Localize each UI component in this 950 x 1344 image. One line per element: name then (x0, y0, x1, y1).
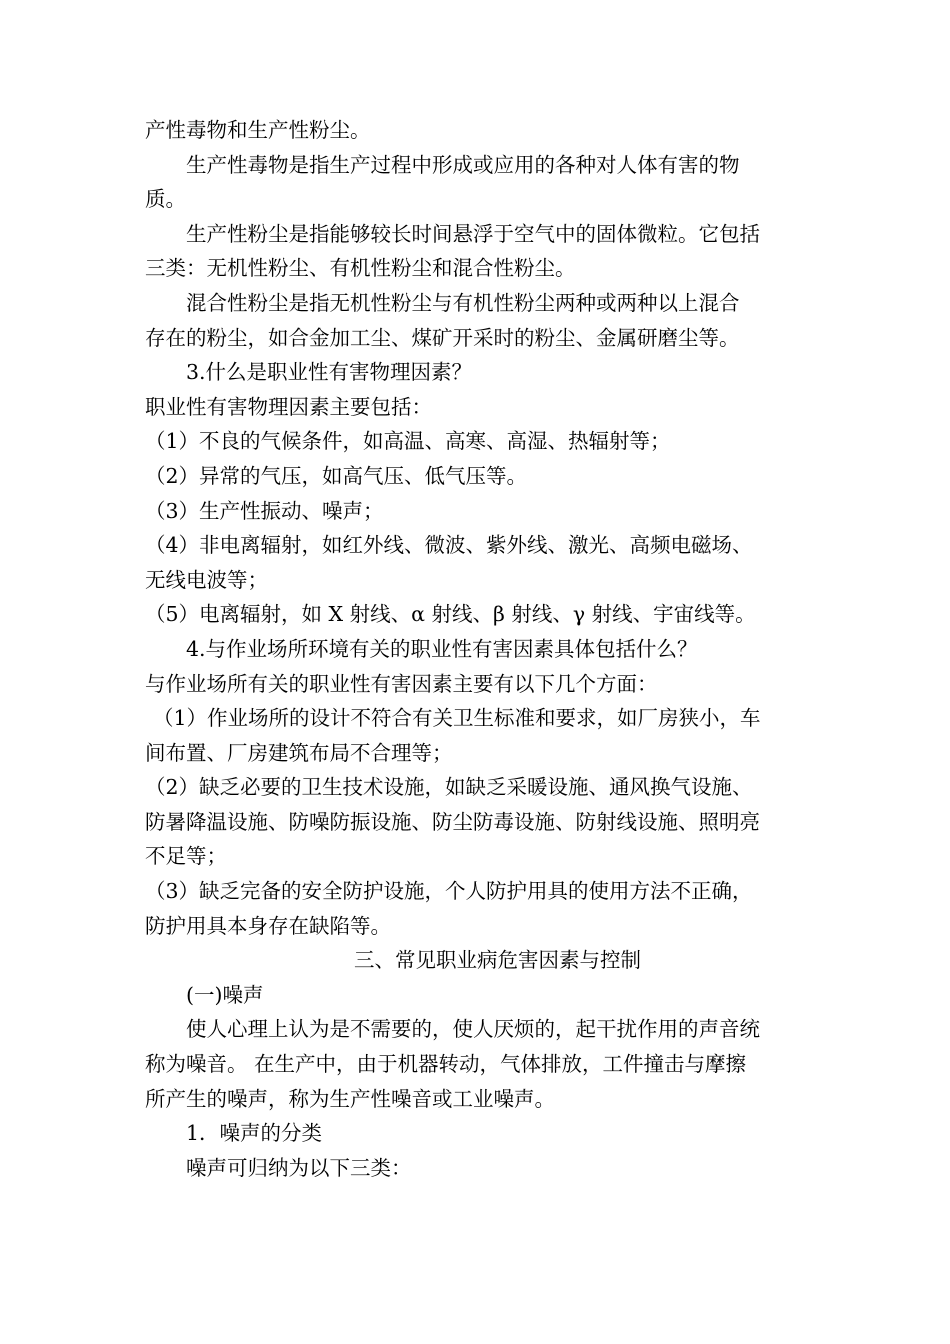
text-line: 间布置、厂房建筑布局不合理等； (145, 740, 453, 765)
list-item: （5）电离辐射，如 X 射线、α 射线、β 射线、γ 射线、宇宙线等。 (145, 602, 756, 627)
list-item: （1）作业场所的设计不符合有关卫生标准和要求，如厂房狭小，车 (153, 706, 761, 731)
text-line: 混合性粉尘是指无机性粉尘与有机性粉尘两种或两种以上混合 (186, 290, 740, 315)
section-question: 4.与作业场所环境有关的职业性有害因素具体包括什么？ (186, 636, 698, 661)
text-line: 与作业场所有关的职业性有害因素主要有以下几个方面： (145, 671, 658, 696)
text-line: 质。 (145, 187, 186, 212)
text-line: 使人心理上认为是不需要的，使人厌烦的，起干扰作用的声音统 (186, 1017, 760, 1042)
text-line: 职业性有害物理因素主要包括： (145, 394, 432, 419)
list-item: （4）非电离辐射，如红外线、微波、紫外线、激光、高频电磁场、 (145, 533, 753, 558)
text-line: 防护用具本身存在缺陷等。 (145, 913, 391, 938)
text-line: 生产性粉尘是指能够较长时间悬浮于空气中的固体微粒。它包括 (186, 221, 760, 246)
list-item: （2）缺乏必要的卫生技术设施，如缺乏采暖设施、通风换气设施、 (145, 775, 753, 800)
section-question: 3.什么是职业性有害物理因素？ (186, 360, 473, 385)
text-line: 所产生的噪声，称为生产性噪音或工业噪声。 (145, 1086, 555, 1111)
text-line: 无线电波等； (145, 567, 268, 592)
text-line: 防暑降温设施、防噪防振设施、防尘防毒设施、防射线设施、照明亮 (145, 809, 760, 834)
subsection-heading: 1．噪声的分类 (186, 1121, 323, 1146)
text-line: 噪声可归纳为以下三类： (186, 1155, 412, 1180)
text-line: 称为噪音。 在生产中，由于机器转动，气体排放，工件撞击与摩擦 (145, 1052, 747, 1077)
list-item: （2）异常的气压，如高气压、低气压等。 (145, 463, 528, 488)
text-line: 三类：无机性粉尘、有机性粉尘和混合性粉尘。 (145, 256, 576, 281)
section-heading: 三、常见职业病危害因素与控制 (354, 948, 641, 973)
list-item: （3）生产性振动、噪声； (145, 498, 384, 523)
list-item: （1）不良的气候条件，如高温、高寒、高湿、热辐射等； (145, 429, 671, 454)
text-line: 存在的粉尘，如合金加工尘、煤矿开采时的粉尘、金属研磨尘等。 (145, 325, 740, 350)
text-line: 产性毒物和生产性粉尘。 (145, 118, 371, 142)
list-item: （3）缺乏完备的安全防护设施，个人防护用具的使用方法不正确， (145, 879, 753, 904)
document-body (145, 113, 810, 1185)
text-line: 不足等； (145, 844, 227, 869)
text-line: 生产性毒物是指生产过程中形成或应用的各种对人体有害的物 (186, 152, 740, 177)
subsection-heading: (一)噪声 (186, 982, 264, 1007)
